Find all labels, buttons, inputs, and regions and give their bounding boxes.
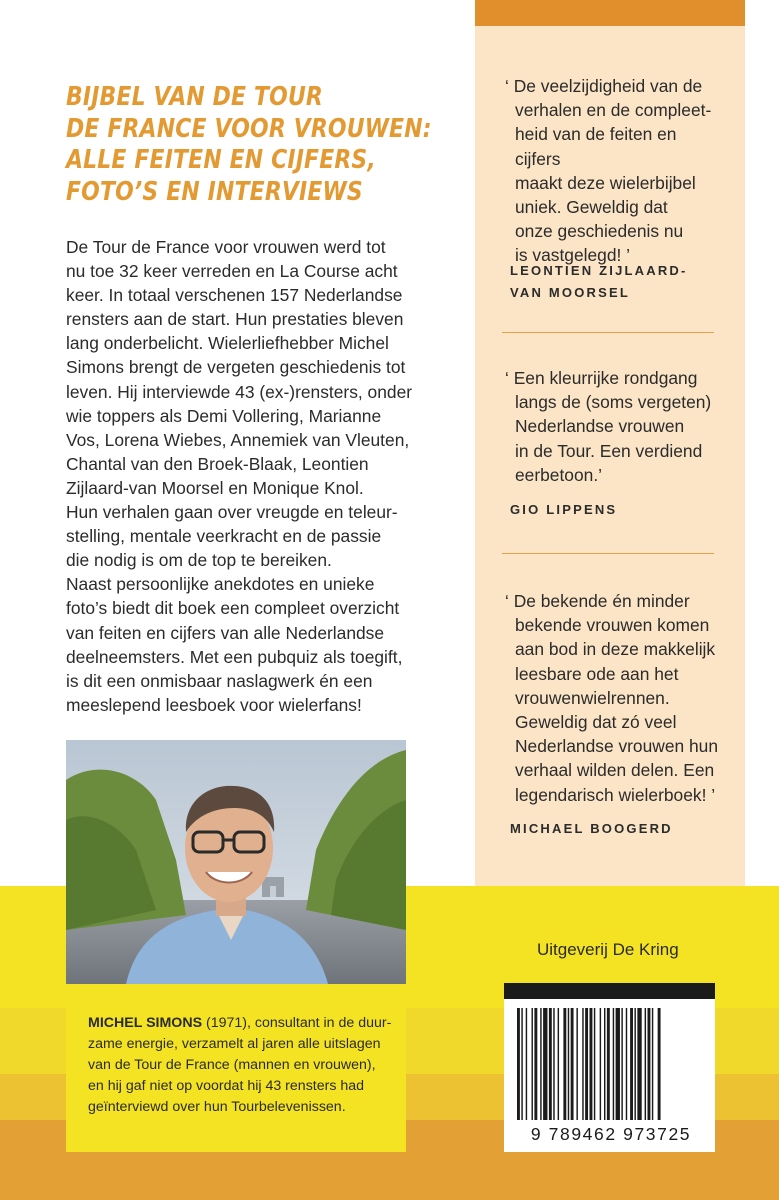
quote-panel-top-stripe [475,0,745,26]
barcode-bar [634,1008,635,1120]
barcode-bar [568,1008,569,1120]
author-line: LEONTIEN ZIJLAARD- [510,263,688,278]
barcode-bar [616,1008,620,1120]
barcode-bar [540,1008,541,1120]
quote-line: bekende vrouwen komen [515,615,710,636]
barcode-bar [549,1008,552,1120]
blurb-line: stelling, mentale veerkracht en de passie [66,526,382,547]
author-name: MICHEL SIMONS [88,1015,203,1031]
barcode-bar [571,1008,574,1120]
quote-line: is vastgelegd! ’ [515,245,631,266]
blurb-line: die nodig is om de top te bereiken. [66,550,332,571]
barcode-bar [553,1008,554,1120]
blurb-line: Simons brengt de vergeten geschiedenis tot [66,357,406,378]
quote-2 [505,366,725,487]
headline-line: ALLE FEITEN EN CIJFERS, [66,145,376,175]
barcode-bar [576,1008,577,1120]
quote-1-author [510,260,725,304]
author-bio-first: (1971), consultant in de duur- [202,1015,392,1031]
blurb-line: rensters aan de start. Hun prestaties bleven [66,309,404,330]
barcode-top-bar [504,983,715,999]
blurb-line: foto’s biedt dit boek een compleet overzicht [66,598,400,619]
barcode-bar [645,1008,646,1120]
barcode-bar [613,1008,614,1120]
barcode-bar [637,1008,641,1120]
barcode-bar [594,1008,595,1120]
blurb-line: deelneemsters. Met een pubquiz als toegift, [66,646,403,667]
barcode-bar [517,1008,520,1120]
quote-line: leesbare ode aan het [515,663,679,684]
blurb-line: meeslepend leesboek voor wielerfans! [66,694,362,715]
quote-line: Nederlandse vrouwen [515,416,685,437]
barcode-bar [521,1008,522,1120]
quote-line: Geweldig dat zó veel [515,712,677,733]
headline-line: DE FRANCE VOOR VROUWEN: [66,113,432,144]
headline-line: FOTO’S EN INTERVIEWS [66,176,363,207]
quote-divider [502,332,714,333]
blurb-line: leven. Hij interviewde 43 (ex-)rensters, onder [66,381,413,402]
quote-line: verhalen en de compleet- [515,100,712,121]
author-bio-line: zame energie, verzamelt al jaren alle uitslagen [88,1036,381,1052]
author-photo [66,740,406,984]
quote-3 [505,589,725,807]
quote-1 [505,74,725,268]
barcode-bar [621,1008,622,1120]
author-bio [88,1013,398,1118]
author-bio-line: geïnterviewd over hun Tourbelevenissen. [88,1099,346,1115]
quote-line: eerbetoon.’ [515,464,603,485]
barcode-bar [582,1008,583,1120]
blurb-line: Naast persoonlijke anekdotes en unieke [66,574,375,595]
blurb-line: Vos, Lorena Wiebes, Annemiek van Vleuten, [66,429,410,450]
barcode-bar [590,1008,593,1120]
author-bio-line: en hij gaf niet op voordat hij 43 rensters had [88,1078,365,1094]
quote-line: vrouwenwielrennen. [515,687,670,708]
quote-line: langs de (soms vergeten) [515,392,712,413]
quote-line: aan bod in deze makkelijk [515,639,716,660]
barcode-bar [563,1008,566,1120]
isbn-number: 9 789462 973725 [530,1124,692,1144]
barcode-bar [652,1008,653,1120]
quote-line: maakt deze wielerbijbel [515,172,696,193]
barcode-bar [526,1008,527,1120]
blurb-line: van feiten en cijfers van alle Nederlandse [66,622,385,643]
author-bio-line: van de Tour de France (mannen en vrouwen), [88,1057,376,1073]
author-line: GIO LIPPENS [510,502,618,517]
blurb-line: nu toe 32 keer verreden en La Course acht [66,261,398,282]
barcode-bar [658,1008,661,1120]
barcode-bar [630,1008,633,1120]
barcode-bar [607,1008,610,1120]
barcode [517,1008,705,1120]
barcode-bar [626,1008,627,1120]
barcode-bar [534,1008,537,1120]
quote-divider [502,553,714,554]
blurb-line: Zijlaard-van Moorsel en Monique Knol. [66,477,364,498]
quote-2-author [510,499,725,521]
blurb-line: wie toppers als Demi Vollering, Marianne [66,405,382,426]
author-bio-line [88,1013,398,1034]
barcode-bar [558,1008,559,1120]
headline-line: BIJBEL VAN DE TOUR [66,82,324,112]
quote-line: ‘ De bekende én minder [505,591,690,611]
quote-line: ‘ De veelzijdigheid van de [505,76,703,96]
blurb-line: lang onderbelicht. Wielerliefhebber Michel [66,333,389,354]
quote-line: heid van de feiten en cijfers [515,124,677,169]
quote-line: onze geschiedenis nu [515,221,684,242]
blurb-line: De Tour de France voor vrouwen werd tot [66,237,386,257]
quote-line: legendarisch wielerboek! ’ [515,784,716,805]
blurb [66,235,466,717]
quote-line: ‘ Een kleurrijke rondgang [505,368,698,388]
quote-3-author [510,818,725,840]
blurb-line: Chantal van den Broek-Blaak, Leontien [66,453,369,474]
barcode-bar [600,1008,601,1120]
barcode-bar [585,1008,588,1120]
headline [66,82,470,208]
barcode-bar [532,1008,533,1120]
blurb-line: Hun verhalen gaan over vreugde en teleur- [66,502,398,523]
quote-line: Nederlandse vrouwen hun [515,736,719,757]
blurb-line: keer. In totaal verschenen 157 Nederlandse [66,285,403,306]
quote-line: in de Tour. Een verdiend [515,440,703,461]
quote-line: verhaal wilden delen. Een [515,760,715,781]
author-line: VAN MOORSEL [510,285,631,300]
barcode-bar [648,1008,651,1120]
blurb-line: is dit een onmisbaar naslagwerk én een [66,670,373,691]
publisher-name: Uitgeverij De Kring [537,940,679,959]
barcode-bar [604,1008,605,1120]
quote-line: uniek. Geweldig dat [515,197,668,218]
barcode-bar [543,1008,547,1120]
author-line: MICHAEL BOOGERD [510,821,673,836]
